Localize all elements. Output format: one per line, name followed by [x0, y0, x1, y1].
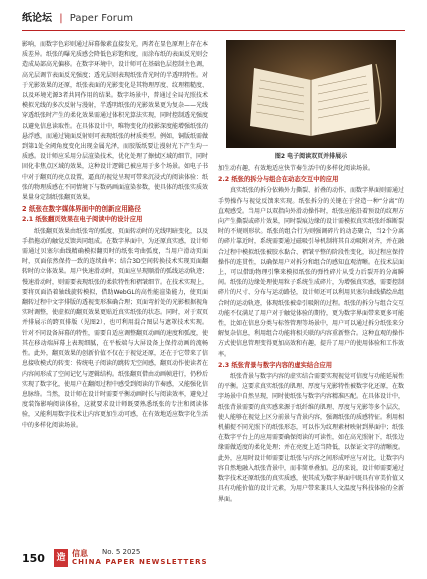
- page-header: [22, 12, 405, 26]
- journal-section-title: 纸论坛: [22, 13, 52, 24]
- header-rule: [22, 30, 405, 31]
- body-paragraph: 纸张翻页效果由纸张弯的弧度、页面转动时的光线明暗变化，以及手指拖动的触觉反馈共同组成。在数字界面中，为还原真实感，设计师需通过贝塞尔曲线精确模拟翻页时的纸张弯曲弧度，当用户滑动页面时，页面依然保持一致的连续曲率；结合3D空间转换技术实现页面翻转时的立体效果。用户快速滑动时，页面应呈现顺滑的弧线运动轨迹；慢速滑动时，则需要表现纸张的柔软特性和褶皱细节。在技术实现上，要将页面沿着轴线旋转模拟，借助WebGL的高性能渲染能力，使页面翻转过程中文字排版的透视变形准确合理；页面弯折处的光影根据视角实时调整，使虚拟的翻页效果更贴近真实纸张的状态。同时，对于双页并排展示的跨页排版（见图2），也可利用混合图层与遮罩技术实现。针对不同设备屏幕的特性，需要自适应调整翻页动画的速度和弧度，使其在移动端屏幕上表现细腻，在平板端与大屏设备上保持动画的流畅性。此外，翻页效果的创新价值不仅在于视觉还原，还在于它带来了信息接收模式的转变：传统电子阅读的跳转无空间感，翻页动作使读者在内容间形成了空间记忆与逻辑结构。纸张翻页借由动画帧进行，仍秒后实现了数字化，使用户在翻阅过程中感受到阅读的节奏感，又能强化信息脉络。当然，设计师在设计时需要平衡动画时长与阅读效率，避免过度装饰影响阅读体验，这就要求设计师既要熟悉纸张的专注和阅读体验，又能利用数字技术让内容更加生动可感，在有效地适应数字化生活中的多样化阅读场景。: [22, 227, 209, 429]
- section-heading: 2 纸张在数字媒体界面中的创新应用路径: [22, 205, 141, 214]
- left-column: [22, 40, 208, 432]
- body-paragraph: 影响，而数字色彩则通过屏幕像素直接发光，两者在显色原理上存在本质差异。纸张的曝光质感会降低色彩饱和度，而涂布纸的表面反光则会造成局部高光偏移。在数字环境中，设计师可在基础色层控制主色调，高光层调节表面反光强度；透光层则表现纸张背光时的半透明特性。对于光影效果的还原，纸张表面的光影变化是其物理厚度、纹理粗糙度、以及环境光源3者共同作用的结果。数字场景中，普通过全局光照技术模拟光线的多次反射与漫射，半透明纸张的光影效果更为复杂——光线穿透纸张时产生的柔化效果需通过体积光算法实现，同时控制透光强度以避免信息读取性。在具体设计中，唯物变化的投影深度能增强纸张的悬浮感，而通过镜面反射则可表现纸张的材质类型。例如，铜版纸需做到第1处全阈角度变化出现金属光泽，而胶版纸要让漫射光下产生均一质感。设计师应采用分层渲染技术，优化处理了擦拭区域的细节，同时固化非焦点区域的效果，这种设计逻辑已被应用于多个场景。如电子书中对于翻页的亮点设置，逼真的视觉呈现可带来沉浸式的阅读体验：纸张的物理质感在不同情境下与数码画面渲染参数，使具体的纸张实质效果量身定制纸张翻页效果。: [22, 41, 209, 202]
- body-paragraph: 加生动有趣，有效地适应快节奏生活中的多样化阅读场景。: [218, 165, 375, 172]
- header-separator: |: [59, 13, 63, 24]
- figure-ereader-image: [226, 40, 396, 148]
- issue-number: No. 5 2025: [102, 548, 141, 556]
- ereader-illustration: [226, 40, 396, 148]
- magazine-name: 信息: [72, 549, 88, 558]
- subsection-heading: 2.2 纸张的拆分与组合在动态交互中的应用: [218, 176, 339, 184]
- figure-caption: 图2 电子阅读双页并排展示: [274, 153, 348, 160]
- page-number: 150: [22, 552, 45, 565]
- right-column: [218, 164, 404, 506]
- page-footer: [22, 548, 405, 570]
- body-paragraph: 纸张背景与数字内容的虚实结合需要实现视觉可信度与功能延展性的平衡。这要求真实纸张的肌理、厚度与光影特性被数字化还原，在数字场景中自然呈现，同时使纸张与数字内容精准匹配。在具体设计中，纸张背景需要的真实感来源于纸纤维的肌理、厚度与光影等多个层次，使人能够在视觉上区分前景与背景内容，强调纸张的质感特征。利用相机捕捉不同光照下的纸张形态，可以作为纹理素材映射到界面中；纸张在数字平台上的应用需要确保阅读的可读性，如在高光照射下，纸张边缘需做适度的柔化处理；并在亮度上适当降低，以保证文字的清晰度。此外，应用时设计师需要让纸张与内容之间形成呼应与对比，让数字内容自然地融入纸张背景中，而非简单叠加。总的来说，设计师需要通过数字技术还原纸张的真实质感，使其成为数字界面中既具有审美价值又具有功能价值的设计元素，为用户带来兼具人文温度与科技体验的全新界面。: [218, 373, 405, 503]
- subsection-heading: 2.1 纸张翻页效果在电子阅读中的设计应用: [22, 216, 143, 224]
- magazine-logo-icon: 造: [54, 549, 68, 567]
- subsection-heading: 2.3 纸张背景与数字内容的虚实结合应用: [218, 361, 333, 369]
- magazine-english-name: CHINA PAPER NEWSLETTERS: [72, 558, 208, 566]
- journal-section-subtitle: Paper Forum: [69, 13, 133, 24]
- body-paragraph: 真实纸张的拆分依赖外力撕裂、折叠的动作，而数字界面则需通过手势操作与视觉反馈来实现。纸张拆分的关键在于营造一种“分离”的直观感受。当用户以双指向外滑动操作时，纸张应能沿着预设的纹理方向产生撕裂或碎片效果，同时裂痕边缘的设计需模拟真实纸张纤维断裂时的不规则形状。纸张的组合行为则强调碎片的动态聚合，当2个分离的碎片靠近时，系统需要通过磁吸引导机制将其自动吸附对齐，并在融合过程中模拟纸张被胶水黏合、褶皱平整的阶段性变化，该过程应保持操作的连贯性，以确保用户对拆分和组合的感知直观清晰。在技术层面上，可以借助物理引擎来模拟纸张的弹性碎片从受力后裂开的分离瞬间。纸张的边缘处理使用粒子系统生成碎片，为增强真实感，需要控制碎片的尺寸、分布与运动路径，设计师还可以利用贝塞尔曲线描绘出组合时的运动轨迹，体现纸张被牵引吸附的过程。纸张的拆分与组合交互功能不仅满足了用户对于触觉体验的期待，更为数字界面带来更多可能性，比如在信息分类与标签管理等场景中，用户可以通过拆分纸张来分解复杂信息，利用组合功能将相关联的内容重新整合。这种直观的操作方式使信息管理变得更加高效和有趣，提升了用户的使用体验和工作效率。: [218, 187, 405, 358]
